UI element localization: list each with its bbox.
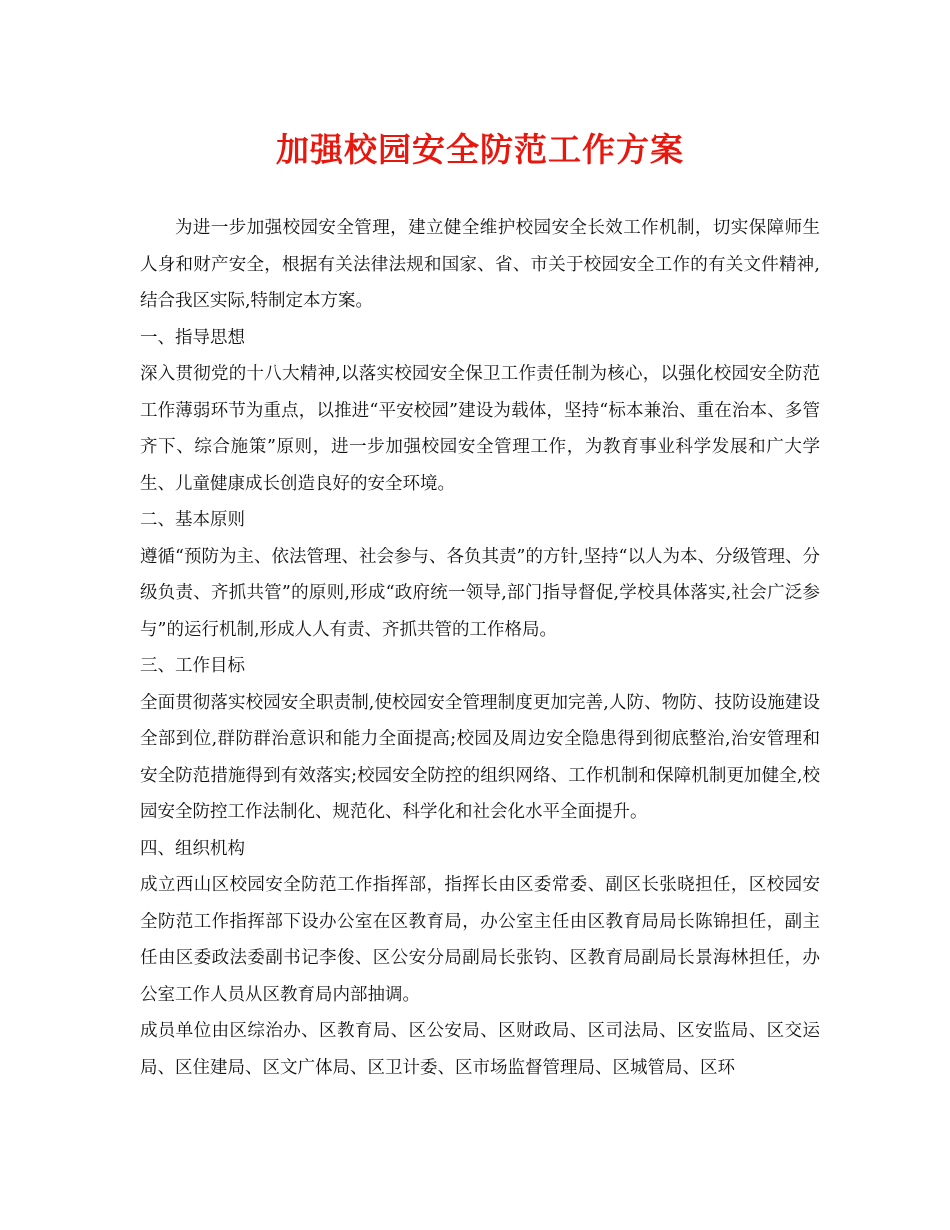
section-basic-principles [140,502,820,648]
section-paragraph: 成员单位由区综治办、区教育局、区公安局、区财政局、区司法局、区安监局、区交运局、区住建局、区文广体局、区卫计委、区市场监督管理局、区城管局、区环 [140,1021,820,1078]
section-paragraph: 全面贯彻落实校园安全职责制,使校园安全管理制度更加完善,人防、物防、技防设施建设全部到位,群防群治意识和能力全面提高;校园及周边安全隐患得到彻底整治,治安管理和安全防范措施得到有效落实;校园安全防控的组织网络、工作机制和保障机制更加健全,校园安全防控工作法制化、规范化、科学化和社会化水平全面提升。 [140,692,820,822]
document-title: 加强校园安全防范工作方案 [276,130,684,169]
section-heading: 三、工作目标 [140,656,245,676]
section-paragraph: 深入贯彻党的十八大精神,以落实校园安全保卫工作责任制为核心，以强化校园安全防范工作薄弱环节为重点，以推进“平安校园”建设为载体，坚持“标本兼治、重在治本、多管齐下、综合施策”原则，进一步加强校园安全管理工作，为教育事业科学发展和广大学生、儿童健康成长创造良好的安全环境。 [140,364,820,494]
document-page [140,126,820,1086]
intro-paragraph: 为进一步加强校园安全管理，建立健全维护校园安全长效工作机制，切实保障师生人身和财产安全，根据有关法律法规和国家、省、市关于校园安全工作的有关文件精神,结合我区实际,特制定本方案。 [140,218,820,311]
section-work-goals [140,648,820,831]
section-paragraph: 遵循“预防为主、依法管理、社会参与、各负其责”的方针,坚持“以人为本、分级管理、分级负责、齐抓共管”的原则,形成“政府统一领导,部门指导督促,学校具体落实,社会广泛参与”的运行机制,形成人人有责、齐抓共管的工作格局。 [140,546,820,640]
section-heading: 四、组织机构 [140,838,245,859]
section-heading: 一、指导思想 [140,327,245,348]
section-organization [140,831,820,1087]
section-guiding-ideology [140,320,820,503]
section-paragraph: 成立西山区校园安全防范工作指挥部，指挥长由区委常委、副区长张晓担任，区校园安全防范工作指挥部下设办公室在区教育局，办公室主任由区教育局局长陈锦担任，副主任由区委政法委副书记李俊、区公安分局副局长张钧、区教育局副局长景海林担任，办公室工作人员从区教育局内部抽调。 [140,875,820,1005]
section-heading: 二、基本原则 [140,510,245,530]
